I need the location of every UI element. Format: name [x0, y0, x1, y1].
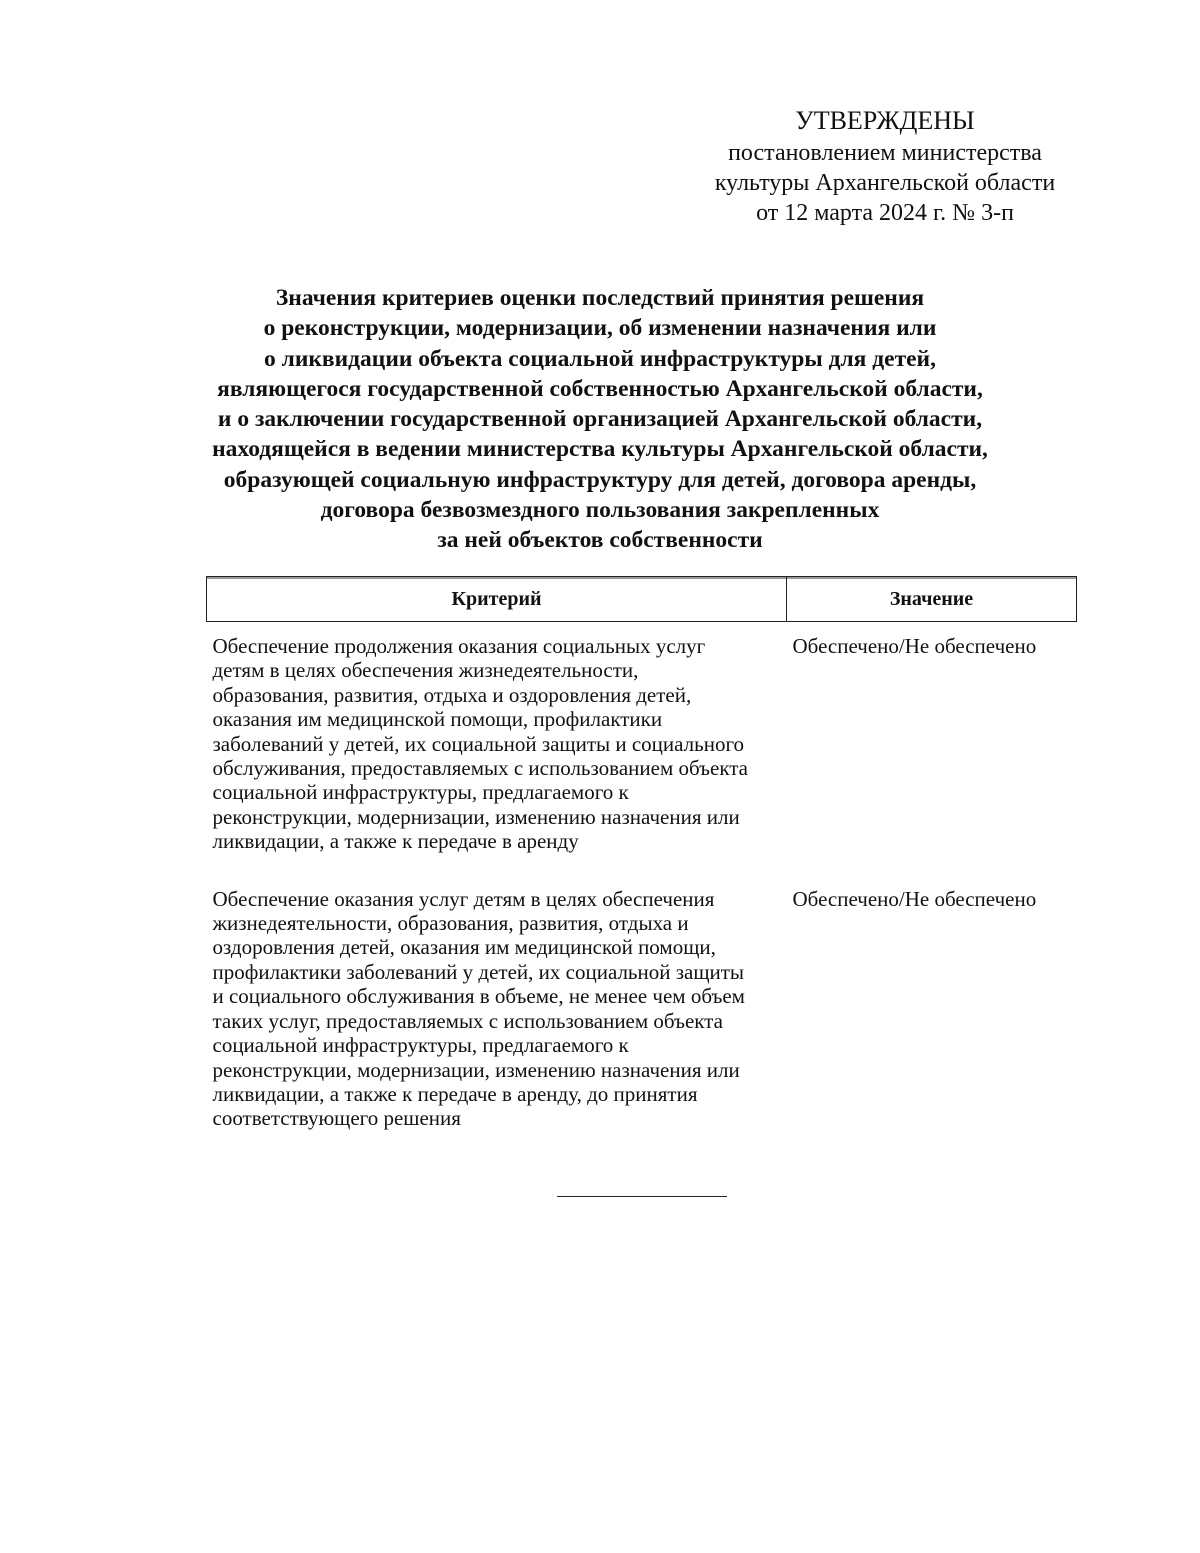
criterion-line: Обеспечение продолжения оказания социальных услуг	[212, 634, 706, 658]
approval-title: УТВЕРЖДЕНЫ	[795, 106, 975, 135]
approval-date-number: от 12 марта 2024 г. № 3-п	[756, 200, 1014, 226]
value-cell: Обеспечено/Не обеспечено	[792, 634, 1037, 658]
column-header-criterion: Критерий	[207, 577, 787, 622]
criterion-line: обслуживания, предоставляемых с использованием объекта	[212, 756, 748, 781]
table-row	[207, 878, 1077, 1155]
criterion-line: оказания им медицинской помощи, профилактики	[212, 707, 663, 732]
criteria-table	[206, 576, 1077, 1155]
column-header-value: Значение	[787, 577, 1077, 622]
criterion-line: реконструкции, модернизации, изменению назначения или	[212, 1057, 740, 1082]
document-title	[170, 283, 1030, 556]
criterion-line: соответствующего решения	[212, 1106, 461, 1131]
criterion-line: заболеваний у детей, их социальной защиты и социального	[212, 731, 745, 756]
title-line: договора безвозмездного пользования закрепленных	[320, 497, 880, 524]
criterion-cell	[207, 622, 787, 878]
title-line: образующей социальную инфраструктуру для детей, договора аренды,	[223, 466, 977, 493]
criterion-line: и социального обслуживания в объеме, не менее чем объем	[212, 984, 745, 1009]
approval-line: постановлением министерства	[728, 140, 1042, 166]
title-line: о реконструкции, модернизации, об изменении назначения или	[263, 315, 937, 342]
criterion-line: оздоровления детей, оказания им медицинской помощи,	[212, 935, 716, 960]
criterion-line: таких услуг, предоставляемых с использованием объекта	[212, 1008, 723, 1033]
criterion-line: ликвидации, а также к передаче в аренду, до принятия	[212, 1081, 698, 1106]
table-row	[207, 622, 1077, 878]
criterion-line: жизнедеятельности, образования, развития, отдыха и	[212, 911, 689, 936]
title-line: и о заключении государственной организацией Архангельской области,	[217, 406, 983, 433]
criterion-line: социальной инфраструктуры, предлагаемого к	[212, 1033, 629, 1058]
criterion-line: образования, развития, отдыха и оздоровления детей,	[212, 682, 692, 707]
criterion-line: ликвидации, а также к передаче в аренду	[212, 829, 579, 854]
title-line: находящейся в ведении министерства культуры Архангельской области,	[212, 436, 988, 463]
title-line: Значения критериев оценки последствий принятия решения	[275, 285, 925, 311]
criterion-line: реконструкции, модернизации, изменению назначения или	[212, 804, 740, 829]
criterion-line: социальной инфраструктуры, предлагаемого к	[212, 780, 629, 805]
criterion-line: профилактики заболеваний у детей, их социальной защиты	[212, 959, 745, 984]
criterion-line: Обеспечение оказания услуг детям в целях обеспечения	[212, 886, 715, 911]
end-of-document-rule	[557, 1196, 727, 1197]
value-cell: Обеспечено/Не обеспечено	[792, 886, 1037, 911]
title-line: являющегося государственной собственностью Архангельской области,	[217, 375, 983, 402]
title-line: за ней объектов собственности	[437, 527, 763, 554]
title-line: о ликвидации объекта социальной инфраструктуры для детей,	[264, 345, 936, 372]
criterion-line: детям в целях обеспечения жизнедеятельности,	[212, 658, 639, 683]
approval-block	[680, 104, 1090, 228]
criterion-cell	[207, 878, 787, 1155]
approval-line: культуры Архангельской области	[714, 170, 1056, 196]
table-header-row	[207, 577, 1077, 622]
